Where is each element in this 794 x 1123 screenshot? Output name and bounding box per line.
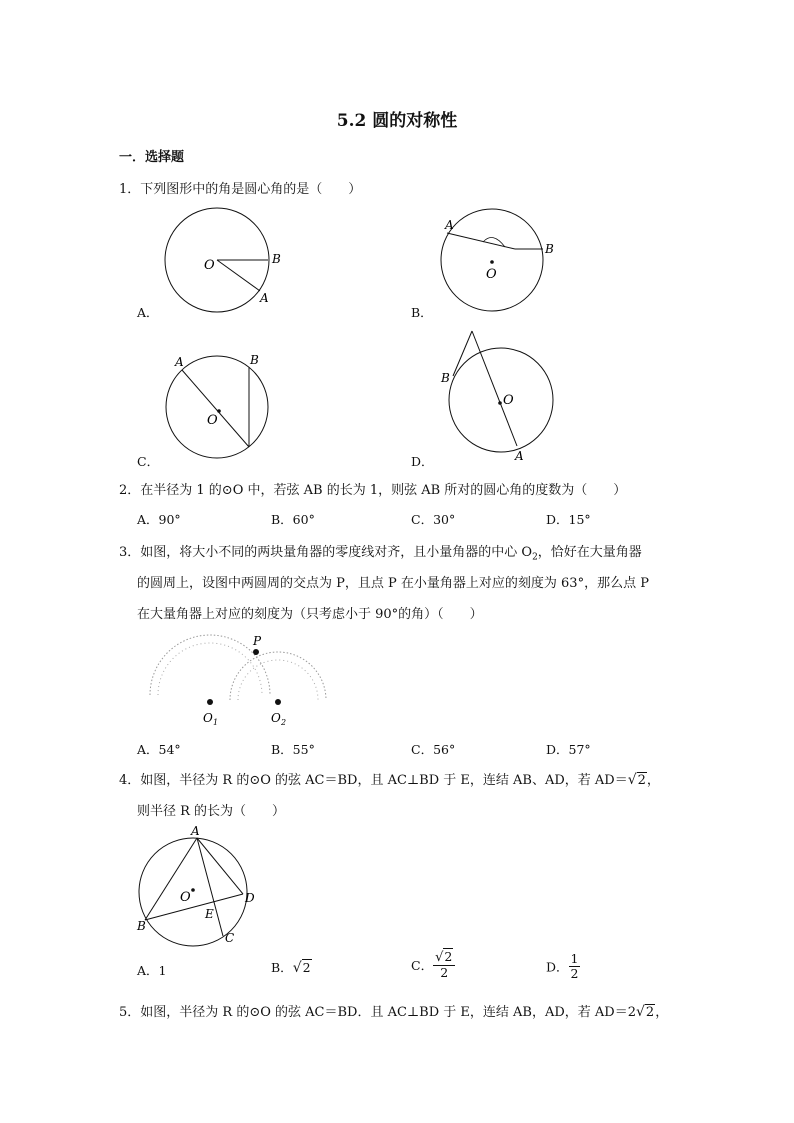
q1-option-b[interactable]: B． (411, 305, 433, 320)
label-a: A (445, 218, 454, 232)
q1-option-a[interactable]: A． (137, 305, 159, 320)
label-a: A (515, 449, 524, 463)
q1-figure-c (160, 350, 280, 465)
label-b: B (441, 371, 450, 385)
q1-stem: 1．下列图形中的角是圆心角的是（ ） (119, 182, 362, 197)
label-b: B (545, 242, 554, 256)
label-d: D (245, 891, 255, 905)
q3-stem-line3: 在大量角器上对应的刻度为（只考虑小于 90°的角）（ ） (137, 607, 483, 622)
label-o: O (503, 393, 514, 408)
section-heading: 一．选择题 (119, 150, 185, 165)
label-o: O (204, 258, 215, 273)
q4-stem-line1: 4．如图，半径为 R 的⊙O 的弦 AC＝BD，且 AC⊥BD 于 E，连结 AB、AD，若 AD＝√2， (119, 772, 660, 788)
q2-option-d[interactable]: D．15° (546, 512, 591, 527)
label-o1: O (203, 711, 213, 725)
q3-option-b[interactable]: B．55° (271, 742, 315, 757)
label-o2-sub: 2 (281, 718, 287, 727)
page-title: 5.2 圆的对称性 (336, 111, 458, 131)
q1-figure-a (160, 205, 280, 315)
label-c: C (225, 931, 235, 945)
label-p: P (253, 634, 262, 648)
label-a: A (175, 355, 184, 369)
q1-option-c[interactable]: C． (137, 454, 160, 469)
q4-option-c[interactable]: C． $\frac{√2}{2}$ (411, 950, 455, 980)
q1-figure-d (435, 328, 565, 468)
q3-option-d[interactable]: D．57° (546, 742, 591, 757)
q3-option-c[interactable]: C．56° (411, 742, 456, 757)
q4-circle-figure (135, 822, 265, 947)
q2-stem: 2．在半径为 1 的⊙O 中，若弦 AB 的长为 1，则弦 AB 所对的圆心角的度数为（ ） (119, 483, 627, 498)
label-o2: O (271, 711, 281, 725)
q3-protractor-figure (140, 630, 340, 730)
q4-option-a[interactable]: A．1 (137, 963, 167, 978)
label-a: A (191, 824, 200, 838)
q3-option-a[interactable]: A．54° (137, 742, 181, 757)
label-o: O (207, 413, 218, 428)
q3-stem-line2: 的圆周上，设图中两圆周的交点为 P，且点 P 在小量角器上对应的刻度为 63°，那么点 P (137, 576, 649, 591)
label-o1-sub: 1 (213, 718, 219, 727)
q1-option-d[interactable]: D． (411, 454, 434, 469)
label-e: E (205, 907, 214, 921)
q5-stem: 5．如图，半径为 R 的⊙O 的弦 AC＝BD．且 AC⊥BD 于 E，连结 AB，AD，若 AD＝2√2， (119, 1004, 669, 1020)
q2-option-a[interactable]: A．90° (137, 512, 181, 527)
label-b: B (250, 353, 259, 367)
q2-option-c[interactable]: C．30° (411, 512, 456, 527)
label-b: B (137, 919, 146, 933)
q4-option-b[interactable]: B．√2 (271, 960, 311, 976)
q2-option-b[interactable]: B．60° (271, 512, 315, 527)
q4-option-d[interactable]: D． $\frac{1}{2}$ (546, 951, 579, 981)
label-b: B (272, 252, 281, 266)
label-o: O (180, 890, 191, 905)
q4-stem-line2: 则半径 R 的长为（ ） (137, 804, 286, 819)
q1-figure-b (435, 205, 565, 315)
label-o: O (486, 267, 497, 282)
label-a: A (260, 291, 269, 305)
q3-stem-line1: 3．如图，将大小不同的两块量角器的零度线对齐，且小量角器的中心 $O_2$，恰好在大量角器 (119, 545, 642, 563)
